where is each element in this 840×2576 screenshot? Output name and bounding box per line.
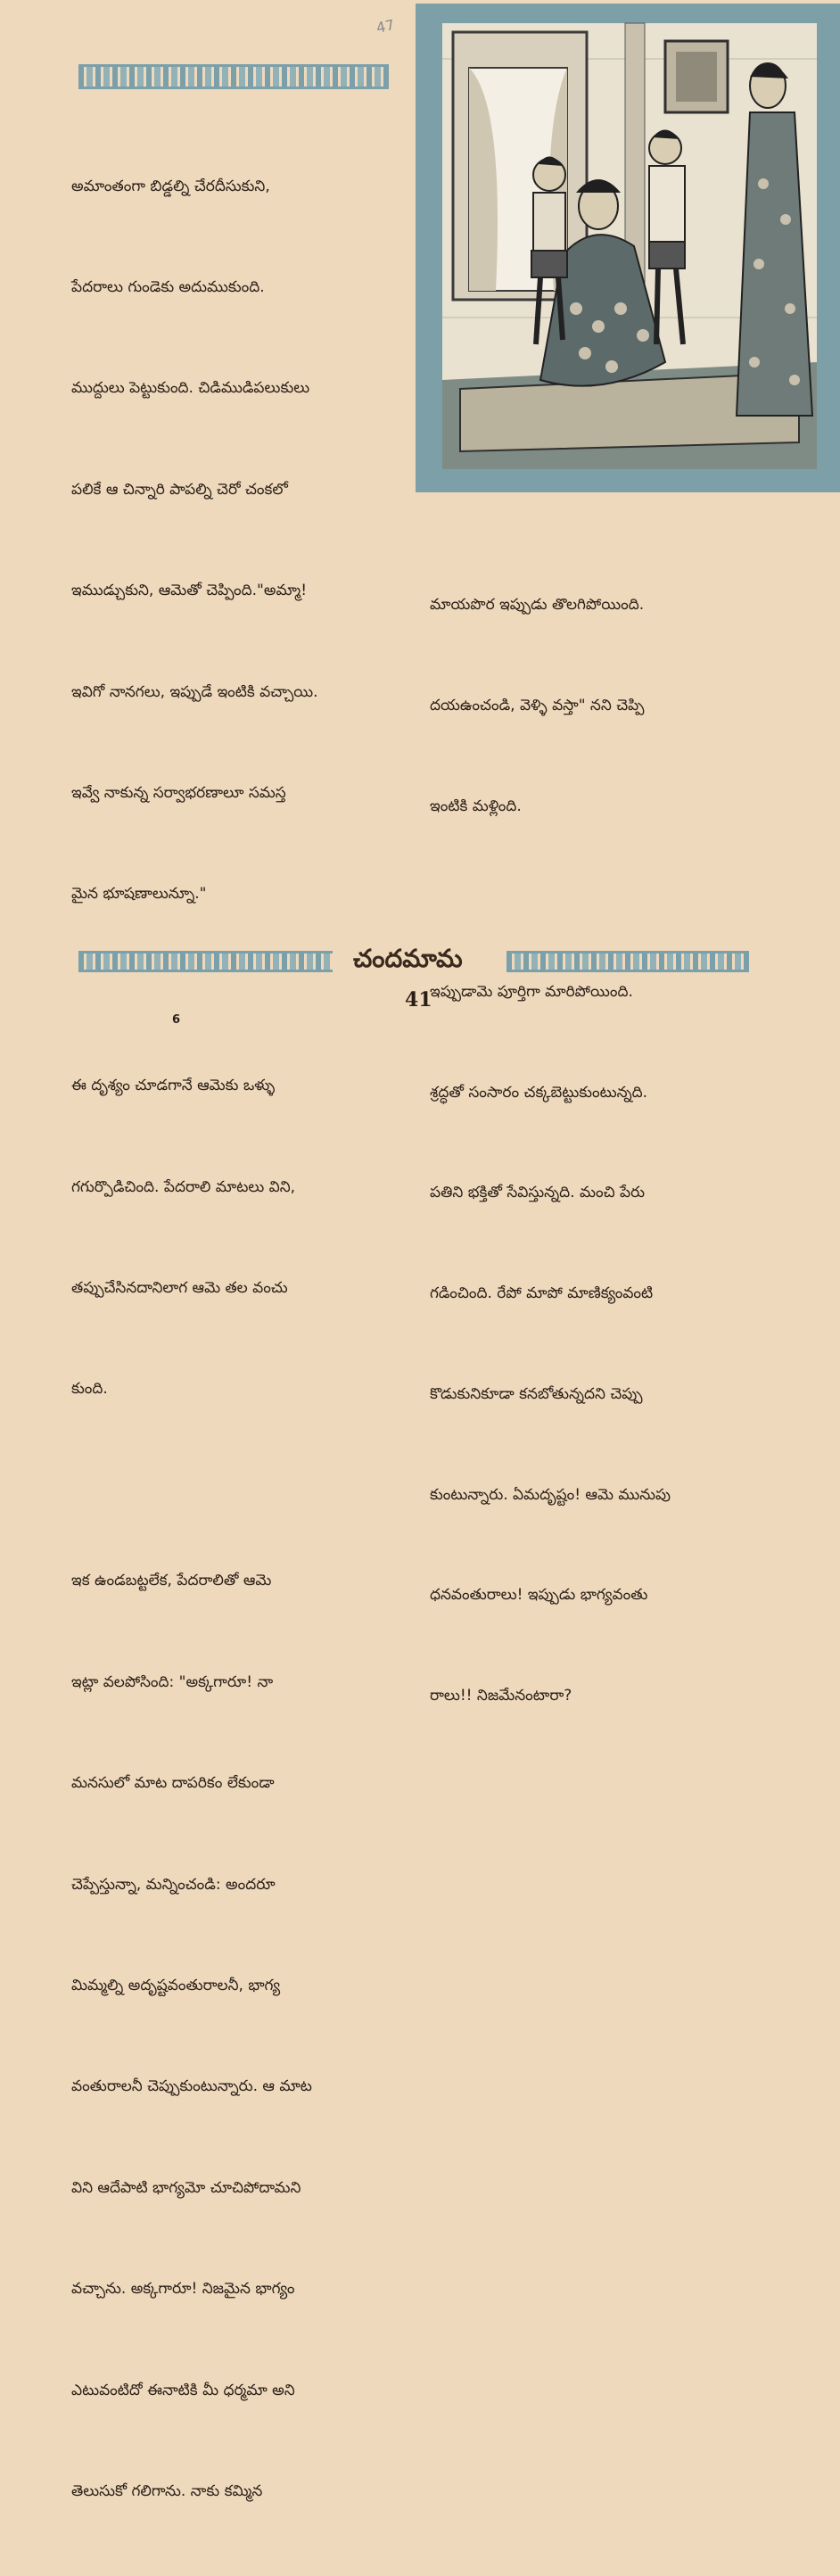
text-line: మైన భూషణాలున్నూ." — [71, 885, 207, 904]
text-column-right — [430, 522, 836, 1780]
text-line: ధనవంతురాలు! ఇప్పుడు భాగ్యవంతు — [430, 1586, 648, 1605]
text-line: ఇంటికి మళ్లింది. — [430, 797, 522, 815]
text-line: గగుర్పొడిచింది. పేదరాలి మాటలు విని, — [71, 1177, 296, 1196]
text-line: పేదరాలు గుండెకు అదుముకుంది. — [71, 277, 265, 296]
ornamental-border-top — [78, 64, 389, 89]
text-line: ఇక ఉండబట్టలేక, పేదరాలితో ఆమె — [71, 1572, 272, 1590]
pencil-mark: 47 — [375, 16, 397, 37]
text-line: ఈ దృశ్యం చూడగానే ఆమెకు ఒళ్ళు — [71, 1077, 276, 1095]
text-line: ఇవిగో నానగలు, ఇప్పుడే ఇంటికి వచ్చాయి. — [71, 682, 318, 701]
text-line: మనసులో మాట దాపరికం లేకుండా — [71, 1774, 275, 1793]
text-line: తెలుసుకో గలిగాను. నాకు కమ్మిన — [71, 2481, 263, 2500]
ornamental-border-footer-right — [506, 951, 749, 972]
text-line: విని ఆదేపాటి భాగ్యమో చూచిపోదామని — [71, 2178, 301, 2197]
text-line: కుంది. — [71, 1380, 108, 1399]
text-line: కొడుకునికూడా కనబోతున్నదని చెప్పు — [430, 1384, 643, 1403]
text-line: తప్పుచేసినదానిలాగ ఆమె తల వంచు — [71, 1279, 288, 1298]
text-line: వంతురాలనీ చెప్పుకుంటున్నారు. ఆ మాట — [71, 2077, 312, 2096]
text-line: చెప్పేస్తున్నా, మన్నించండి: అందరూ — [71, 1875, 276, 1894]
text-line: అమాంతంగా బిడ్డల్ని చేరదీసుకుని, — [71, 177, 270, 195]
story-illustration — [416, 4, 840, 492]
text-line: పతిని భక్తితో సేవిస్తున్నది. మంచి పేరు — [430, 1184, 646, 1202]
text-line: దయఉంచండి, వెళ్ళి వస్తా" నని చెప్పి — [430, 696, 645, 714]
page-number: 41 — [405, 988, 432, 1011]
text-line: శ్రద్ధతో సంసారం చక్కబెట్టుకుంటున్నది. — [430, 1083, 648, 1102]
text-line: ఇముడ్చుకుని, ఆమెతో చెప్పింది."అమ్మా! — [71, 582, 308, 600]
text-line: వచ్చాను. అక్కగారూ! నిజమైన భాగ్యం — [71, 2280, 295, 2299]
ornamental-border-footer-left — [78, 951, 333, 972]
text-line: ఇవ్వే నాకున్న సర్వాభరణాలూ సమస్త — [71, 783, 286, 802]
magazine-title: చందమామ — [353, 944, 463, 973]
text-line: ఇప్పుడామె పూర్తిగా మారిపోయింది. — [430, 982, 633, 1001]
text-line: ఇట్లా వలపోసింది: "అక్కగారూ! నా — [71, 1672, 274, 1691]
text-line: పలికే ఆ చిన్నారి పాపల్ని చెరో చంకలో — [71, 480, 288, 499]
text-line: కుంటున్నారు. ఏమదృష్టం! ఆమె మునుపు — [430, 1485, 671, 1504]
text-line: మాయపొర ఇప్పుడు తొలగిపోయింది. — [430, 596, 645, 615]
illustration-drawing — [442, 23, 817, 469]
text-line: గడించింది. రేపో మాపో మాణిక్యంవంటి — [430, 1284, 654, 1303]
signature-number: 6 — [172, 1013, 181, 1027]
text-column-left — [71, 103, 408, 2576]
text-line: ఎటువంటిదో ఈనాటికి మీ ధర్మమా అని — [71, 2381, 295, 2399]
text-line: ముద్దులు పెట్టుకుంది. చిడిముడిపలుకులు — [71, 379, 310, 398]
text-line: మిమ్మల్ని అదృష్టవంతురాలనీ, భాగ్య — [71, 1977, 281, 1995]
text-line: రాలు!! నిజమేనంటారా? — [430, 1687, 572, 1705]
